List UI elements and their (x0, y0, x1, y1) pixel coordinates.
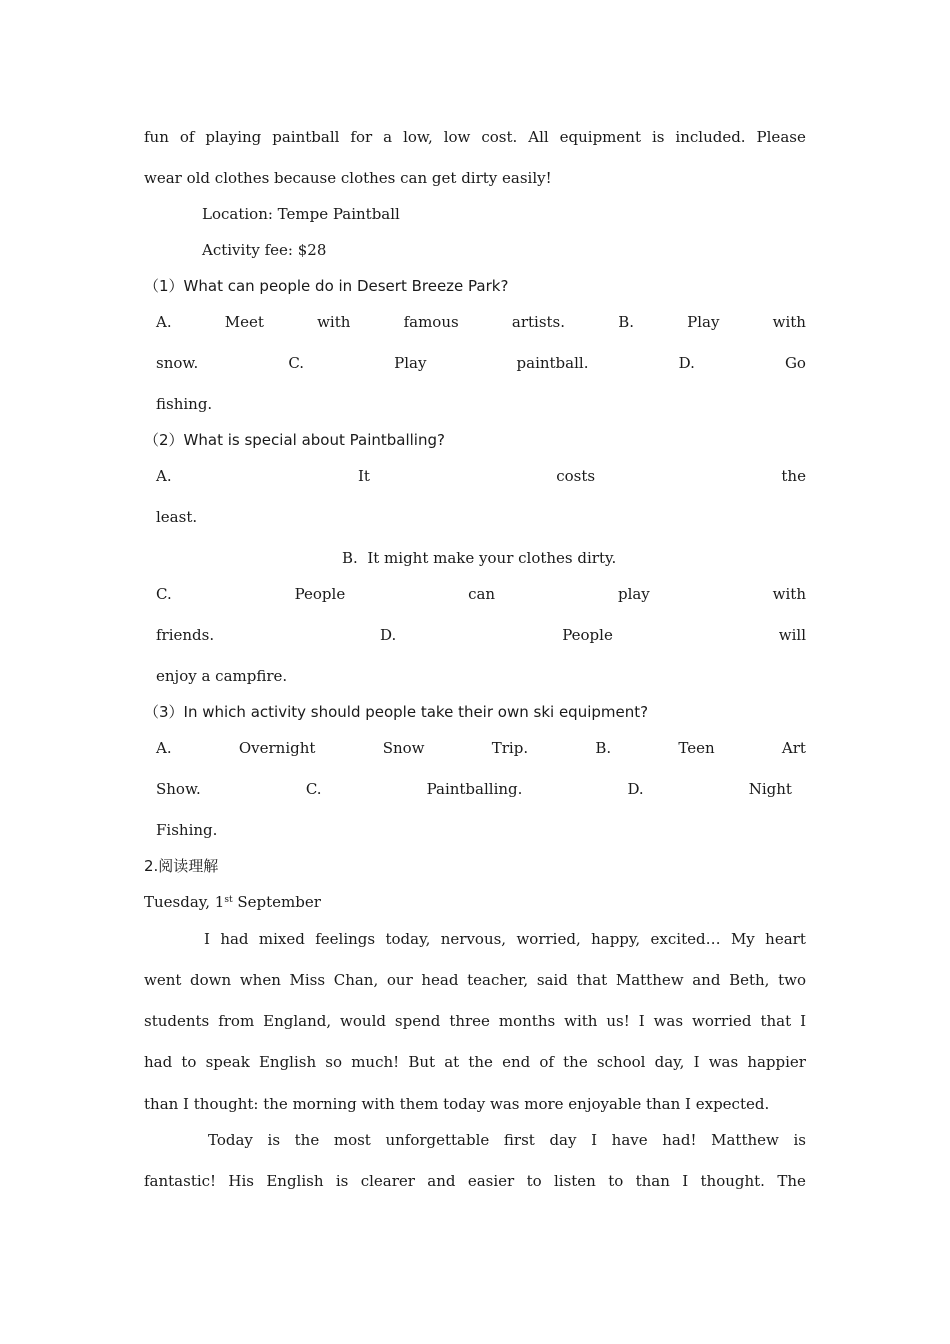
word: much! (351, 1053, 400, 1071)
word: three (449, 1012, 490, 1030)
word: low, (403, 128, 433, 146)
q2-options-row-3: B. It might make your clothes dirty. (342, 549, 617, 567)
word: Miss (289, 971, 326, 989)
paragraph-1-line-1 (204, 929, 806, 949)
word: went (144, 971, 182, 989)
word: easier (467, 1172, 515, 1190)
q3-options-row-1 (156, 738, 806, 758)
word: Chan, (333, 971, 379, 989)
word: thought. (700, 1172, 765, 1190)
word: happy, (591, 930, 641, 948)
word: would (340, 1012, 386, 1030)
word: D. (380, 626, 397, 644)
word: Night (748, 780, 792, 798)
word: when (239, 971, 281, 989)
q1-options-row-2 (156, 353, 806, 373)
word: English (258, 1053, 317, 1071)
diary-date: Tuesday, 1st September (144, 893, 321, 911)
word: was (708, 1053, 739, 1071)
question-1: （1）What can people do in Desert Breeze Park? (144, 277, 509, 295)
q1-options-row-3: fishing. (156, 395, 213, 413)
word: the (563, 1053, 588, 1071)
word: most (333, 1131, 371, 1149)
word: Snow (382, 739, 425, 757)
word: Trip. (491, 739, 529, 757)
word: friends. (156, 626, 215, 644)
word: Play (687, 313, 720, 331)
word: Matthew (615, 971, 684, 989)
word: is (335, 1172, 349, 1190)
word: of (539, 1053, 554, 1071)
word: paintball. (516, 354, 589, 372)
word: It (357, 467, 370, 485)
word: so (325, 1053, 343, 1071)
word: and (427, 1172, 456, 1190)
word: play (617, 585, 650, 603)
word: end (502, 1053, 531, 1071)
word: mixed (258, 930, 305, 948)
section-heading: 2.阅读理解 (144, 857, 219, 875)
word: a (383, 128, 393, 146)
word: and (692, 971, 721, 989)
word: Beth, (729, 971, 770, 989)
word: Paintballing. (426, 780, 523, 798)
word: equipment (559, 128, 641, 146)
question-3: （3）In which activity should people take their own ski equipment? (144, 703, 649, 721)
word: to (608, 1172, 624, 1190)
word: teacher, (467, 971, 529, 989)
word: months (498, 1012, 556, 1030)
word: unforgettable (385, 1131, 490, 1149)
word: that (760, 1012, 792, 1030)
word: fun (144, 128, 169, 146)
word: that (576, 971, 608, 989)
word: at (444, 1053, 460, 1071)
word: Please (756, 128, 806, 146)
word: But (408, 1053, 436, 1071)
word: have (611, 1131, 648, 1149)
word: C. (156, 585, 172, 603)
q2-options-row-2: least. (156, 508, 198, 526)
word: worried (692, 1012, 752, 1030)
word: from (218, 1012, 255, 1030)
word: paintball (272, 128, 340, 146)
word: Today (208, 1131, 253, 1149)
word: English (266, 1172, 324, 1190)
word: A. (156, 467, 172, 485)
q3-options-row-3: Fishing. (156, 821, 218, 839)
word: than (635, 1172, 670, 1190)
word: of (179, 128, 195, 146)
word: worried, (516, 930, 581, 948)
word: low (443, 128, 471, 146)
word: our (386, 971, 413, 989)
word: Art (781, 739, 806, 757)
word: with (772, 313, 806, 331)
word: I (204, 930, 210, 948)
question-2: （2）What is special about Paintballing? (144, 431, 445, 449)
word: feelings (315, 930, 376, 948)
word: Go (784, 354, 806, 372)
word: to (181, 1053, 197, 1071)
word: today, (385, 930, 431, 948)
word: All (528, 128, 549, 146)
ad-line-1 (144, 127, 806, 147)
word: the (294, 1131, 320, 1149)
word: is (793, 1131, 806, 1149)
word: had! (662, 1131, 697, 1149)
word: nervous, (440, 930, 507, 948)
word: D. (627, 780, 644, 798)
paragraph-1-line-4 (144, 1052, 806, 1072)
word: The (777, 1172, 806, 1190)
word: with (564, 1012, 598, 1030)
word: is (651, 128, 665, 146)
word: happier (747, 1053, 806, 1071)
word: included. (675, 128, 746, 146)
q1-options-row-1 (156, 312, 806, 332)
word: can (468, 585, 496, 603)
word: I (693, 1053, 700, 1071)
word: B. (595, 739, 612, 757)
word: B. (618, 313, 634, 331)
word: C. (305, 780, 322, 798)
paragraph-1-line-2 (144, 970, 806, 990)
word: England, (263, 1012, 332, 1030)
word: My (730, 930, 755, 948)
word: A. (156, 313, 172, 331)
word: Overnight (238, 739, 316, 757)
word: head (421, 971, 459, 989)
word: heart (765, 930, 806, 948)
word: day (549, 1131, 577, 1149)
word: Teen (678, 739, 715, 757)
word: first (503, 1131, 535, 1149)
word: Show. (156, 780, 201, 798)
word: speak (205, 1053, 250, 1071)
word: will (778, 626, 806, 644)
word: to (526, 1172, 542, 1190)
word: fantastic! (144, 1172, 217, 1190)
paragraph-2-line-2 (144, 1171, 806, 1191)
word: the (781, 467, 806, 485)
word: C. (288, 354, 305, 372)
word: cost. (481, 128, 518, 146)
word: listen (553, 1172, 596, 1190)
word: two (778, 971, 806, 989)
word: us! (606, 1012, 630, 1030)
word: playing (205, 128, 262, 146)
q2-options-row-6: enjoy a campfire. (156, 667, 288, 685)
word: artists. (511, 313, 566, 331)
word: with (317, 313, 351, 331)
word: the (468, 1053, 493, 1071)
q3-options-row-2 (156, 779, 792, 799)
word: was (653, 1012, 684, 1030)
word: said (536, 971, 568, 989)
word: with (772, 585, 806, 603)
word: had (144, 1053, 173, 1071)
word: People (562, 626, 613, 644)
paragraph-2-line-1 (208, 1130, 806, 1150)
ad-fee: Activity fee: $28 (202, 241, 327, 259)
q2-options-row-5 (156, 625, 806, 645)
word: is (267, 1131, 281, 1149)
word: snow. (156, 354, 199, 372)
word: costs (556, 467, 596, 485)
word: clearer (360, 1172, 415, 1190)
word: had (220, 930, 249, 948)
ad-location: Location: Tempe Paintball (202, 205, 400, 223)
word: day, (654, 1053, 685, 1071)
word: I (591, 1131, 598, 1149)
ad-line-2: wear old clothes because clothes can get dirty easily! (144, 169, 552, 187)
word: I (682, 1172, 689, 1190)
word: students (144, 1012, 210, 1030)
word: for (350, 128, 373, 146)
word: D. (678, 354, 695, 372)
word: People (294, 585, 346, 603)
word: spend (394, 1012, 441, 1030)
word: excited… (650, 930, 721, 948)
word: down (190, 971, 232, 989)
word: I (800, 1012, 806, 1030)
word: Matthew (711, 1131, 779, 1149)
q2-options-row-4 (156, 584, 806, 604)
word: His (228, 1172, 254, 1190)
q2-options-row-1 (156, 466, 806, 486)
word: Play (394, 354, 427, 372)
word: famous (403, 313, 459, 331)
paragraph-1-line-5: than I thought: the morning with them today was more enjoyable than I expected. (144, 1095, 770, 1113)
word: A. (156, 739, 172, 757)
word: Meet (224, 313, 264, 331)
word: school (596, 1053, 646, 1071)
word: I (638, 1012, 645, 1030)
paragraph-1-line-3 (144, 1011, 806, 1031)
